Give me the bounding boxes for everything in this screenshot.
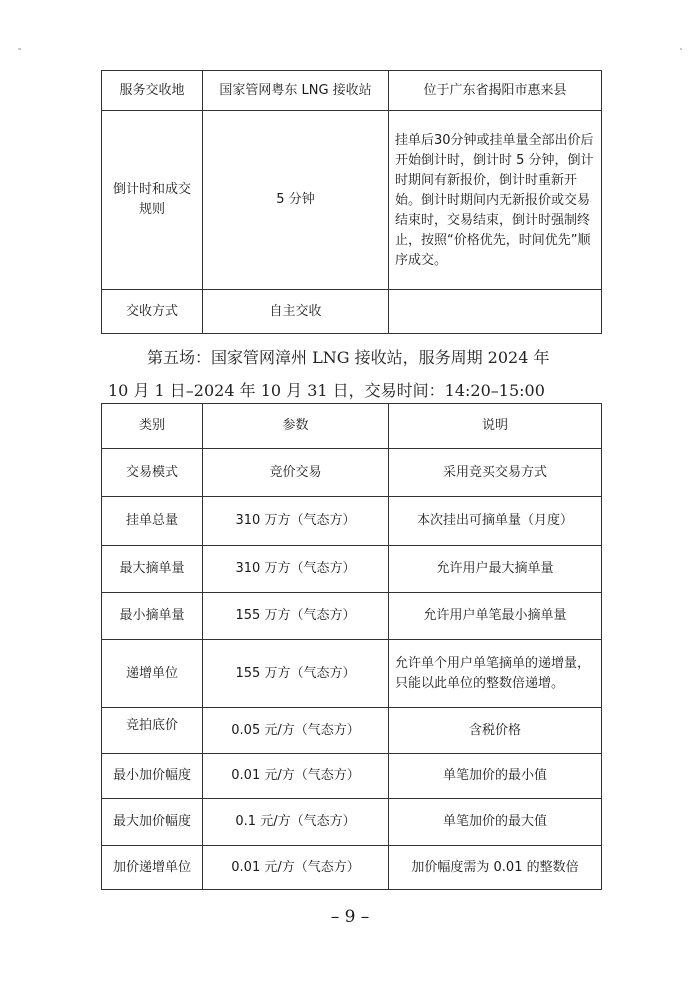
scan-mark [680,48,682,50]
table-cell: 国家管网粤东 LNG 接收站 [203,71,389,111]
table-cell: 最小加价幅度 [102,754,203,799]
table-cell: 本次挂出可摘单量（月度） [389,497,602,546]
column-header: 类别 [102,404,203,449]
table-cell: 最大加价幅度 [102,799,203,846]
table-cell: 递增单位 [102,640,203,708]
table-cell: 单笔加价的最小值 [389,754,602,799]
table-row [102,111,602,290]
table-row [102,449,602,497]
section-heading-line1: 第五场：国家管网漳州 LNG 接收站，服务周期 2024 年 [147,348,550,367]
scan-mark [18,48,21,50]
table-cell: 单笔加价的最大值 [389,799,602,846]
table-cell: 自主交收 [203,290,389,334]
table-row [102,754,602,799]
table-cell: 竞价交易 [203,449,389,497]
table-row [102,497,602,546]
table-cell: 310 万方（气态方） [203,546,389,593]
table-cell: 加价幅度需为 0.01 的整数倍 [389,846,602,890]
table-cell: 155 万方（气态方） [203,640,389,708]
table-cell [389,290,602,334]
table-cell: 加价递增单位 [102,846,203,890]
table-cell: 位于广东省揭阳市惠来县 [389,71,602,111]
table-cell: 采用竞买交易方式 [389,449,602,497]
table-cell: 5 分钟 [203,111,389,290]
table-cell: 服务交收地 [102,71,203,111]
table-cell: 挂单总量 [102,497,203,546]
table-cell: 0.05 元/方（气态方） [203,708,389,754]
page-number: – 9 – [330,907,370,927]
table-cell: 允许单个用户单笔摘单的递增量，只能以此单位的整数倍递增。 [389,640,602,708]
table-cell: 交易模式 [102,449,203,497]
table-cell: 155 万方（气态方） [203,593,389,640]
table-cell: 含税价格 [389,708,602,754]
section-heading-line2: 10 月 1 日–2024 年 10 月 31 日，交易时间：14:20–15:00 [108,381,545,400]
table-cell: 最小摘单量 [102,593,203,640]
table-cell: 310 万方（气态方） [203,497,389,546]
table-row [102,593,602,640]
table-cell: 竞拍底价 [102,708,203,754]
table-row [102,640,602,708]
service-info-table [101,70,602,334]
column-header: 参数 [203,404,389,449]
table-row [102,71,602,111]
column-header: 说明 [389,404,602,449]
table-cell: 挂单后30分钟或挂单量全部出价后开始倒计时，倒计时 5 分钟，倒计时期间有新报价，倒计时重新开始。倒计时期间内无新报价或交易结束时，交易结束，倒计时强制终止，按照“价格优先，时间优先”顺序成交。 [389,111,602,290]
table-header-row [102,404,602,449]
table-row [102,799,602,846]
table-cell: 允许用户最大摘单量 [389,546,602,593]
table-row [102,708,602,754]
table-cell: 倒计时和成交规则 [102,111,203,290]
table-cell: 最大摘单量 [102,546,203,593]
table-row [102,290,602,334]
table-cell: 0.01 元/方（气态方） [203,846,389,890]
trading-parameters-table [101,403,602,890]
table-row [102,546,602,593]
table-cell: 0.01 元/方（气态方） [203,754,389,799]
table-cell: 允许用户单笔最小摘单量 [389,593,602,640]
table-row [102,846,602,890]
table-cell: 0.1 元/方（气态方） [203,799,389,846]
table-cell: 交收方式 [102,290,203,334]
